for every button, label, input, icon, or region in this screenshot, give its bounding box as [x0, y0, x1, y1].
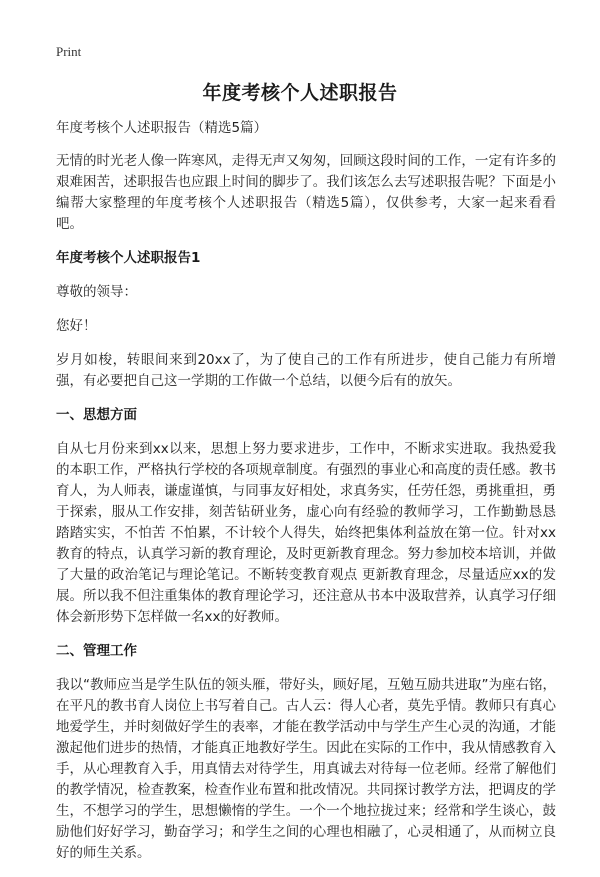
greeting: 您好！	[56, 318, 97, 334]
document-subtitle: 年度考核个人述职报告（精选5篇）	[56, 120, 268, 136]
page-title: 年度考核个人述职报告	[202, 82, 398, 104]
salutation: 尊敬的领导：	[56, 284, 137, 300]
intro-paragraph: 无情的时光老人像一阵寒风，走得无声又匆匆，回顾这段时间的工作，一定有许多的艰难困苦，述职报告也应跟上时间的脚步了。我们该怎么去写述职报告呢？下面是小编帮大家整理的年度考核个人述职报告（精选5篇），仅供参考，大家一起来看看吧。	[56, 153, 556, 232]
section-body-management: 我以“教师应当是学生队伍的领头雁，带好头，顾好尾，互勉互励共进取”为座右铭，在平凡的教书育人岗位上书写着自己。古人云：得人心者，莫先乎情。教师只有真心地爱学生，并时刻做好学生的表率，才能在教学活动中与学生产生心灵的沟通，才能激起他们进步的热情，才能真正地教好学生。因此在实际的工作中，我从情感教育入手，从心理教育入手，用真情去对待学生，用真诚去对待每一位老师。经常了解他们的教学情况，检查教案，检查作业布置和批改情况。共同探讨教学方法，把调皮的学生，不想学习的学生，思想懒惰的学生。一个一个地拉拢过来；经常和学生谈心，鼓励他们好好学习，勤奋学习；和学生之间的心理也相融了，心灵相通了，从而树立良好的师生关系。	[56, 677, 556, 861]
opening-paragraph: 岁月如梭，转眼间来到20xx了，为了使自己的工作有所进步，使自己能力有所增强，有必要把自己这一学期的工作做一个总结，以便今后有的放矢。	[56, 352, 556, 389]
report-heading: 年度考核个人述职报告1	[56, 250, 201, 266]
section-heading-management: 二、管理工作	[56, 643, 137, 659]
print-link[interactable]: Print	[56, 44, 82, 59]
document-body	[56, 118, 556, 877]
section-heading-thought: 一、思想方面	[56, 407, 137, 423]
section-body-thought: 自从七月份来到xx以来，思想上努力要求进步，工作中，不断求实进取。我热爱我的本职工作，严格执行学校的各项规章制度。有强烈的事业心和高度的责任感。教书育人，为人师表，谦虚谨慎，与同事友好相处，求真务实，任劳任怨，勇挑重担，勇于探索，服从工作安排，刻苦钻研业务，虚心向有经验的教师学习，工作勤勤恳恳 踏踏实实，不怕苦 不怕累，不计较个人得失，始终把集体利益放在第一位。针对xx教育的特点，认真学习新的教育理论，及时更新教育理念。努力参加校本培训，并做了大量的政治笔记与理论笔记。不断转变教育观点 更新教育理念，尽量适应xx的发展。所以我不但注重集体的教育理论学习，还注意从书本中汲取营养，认真学习仔细体会新形势下怎样做一名xx的好教师。	[56, 441, 556, 625]
